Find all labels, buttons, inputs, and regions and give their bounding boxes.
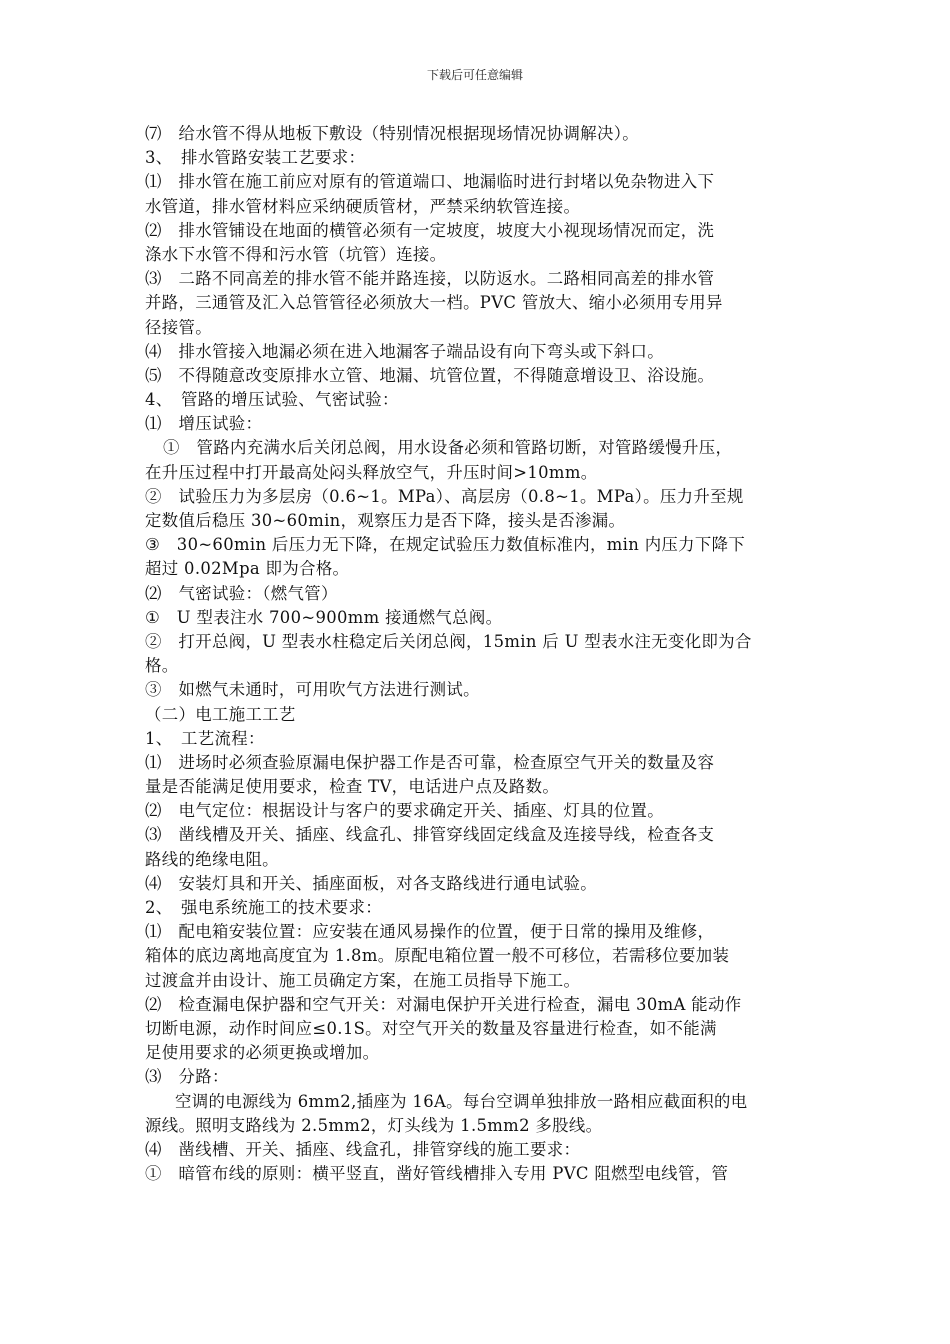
text-line: ⑶ 分路：	[145, 1067, 229, 1087]
text-line: ⑷ 凿线槽、开关、插座、线盒孔，排管穿线的施工要求：	[145, 1139, 581, 1159]
section-heading: 3、 排水管路安装工艺要求：	[145, 148, 366, 168]
text-line: 箱体的底边离地高度宜为 1.8m。原配电箱位置一般不可移位，若需移位要加装	[145, 946, 730, 966]
section-heading: 4、 管路的增压试验、气密试验：	[145, 390, 399, 410]
text-line: ③ 如燃气未通时，可用吹气方法进行测试。	[145, 680, 480, 700]
text-line: 并路，三通管及汇入总管管径必须放大一档。PVC 管放大、缩小必须用专用异	[145, 293, 723, 313]
page-header: 下载后可任意编辑	[426, 68, 523, 82]
section-heading: 2、 强电系统施工的技术要求：	[145, 898, 382, 917]
text-line: 切断电源，动作时间应≤0.1S。对空气开关的数量及容量进行检查，如不能满	[145, 1018, 717, 1038]
text-line: ③ 30~60min 后压力无下降，在规定试验压力数值标准内，min 内压力下降下	[145, 535, 746, 555]
text-line: ⑵ 排水管铺设在地面的横管必须有一定坡度，坡度大小视现场情况而定，洗	[145, 220, 715, 240]
text-line: ⑴ 进场时必须查验原漏电保护器工作是否可靠，检查原空气开关的数量及容	[145, 752, 715, 772]
text-line: 量是否能满足使用要求，检查 TV，电话进户点及路数。	[145, 777, 560, 797]
text-line: ① 管路内充满水后关闭总阀，用水设备必须和管路切断，对管路缓慢升压，	[163, 438, 733, 458]
text-line: 定数值后稳压 30~60min，观察压力是否下降，接头是否渗漏。	[145, 511, 626, 530]
text-line: ⑵ 气密试验：（燃气管）	[145, 583, 338, 603]
text-line: ⑴ 增压试验：	[145, 414, 263, 434]
text-line: 源线。照明支路线为 2.5mm2，灯头线为 1.5mm2 多股线。	[145, 1115, 603, 1135]
text-line: ⑶ 凿线槽及开关、插座、线盒孔、排管穿线固定线盒及连接导线，检查各支	[145, 825, 715, 845]
text-line: ② 打开总阀，U 型表水柱稳定后关闭总阀，15min 后 U 型表水注无变化即为合	[145, 631, 752, 651]
text-line: 路线的绝缘电阻。	[145, 849, 279, 869]
text-line: ⑺ 给水管不得从地板下敷设（特别情况根据现场情况协调解决）。	[145, 124, 640, 143]
text-line: ⑴ 排水管在施工前应对原有的管道端口、地漏临时进行封堵以免杂物进入下	[145, 172, 715, 192]
text-line: ② 试验压力为多层房（0.6~1。MPa）、高层房（0.8~1。MPa）。压力升至规	[145, 486, 744, 506]
text-line: 水管道，排水管材料应采纳硬质管材，严禁采纳软管连接。	[145, 196, 581, 216]
text-line: 格。	[145, 656, 179, 676]
section-heading: 1、 工艺流程：	[145, 728, 265, 748]
text-line: ⑷ 安装灯具和开关、插座面板，对各支路线进行通电试验。	[145, 873, 597, 893]
text-line: ⑶ 二路不同高差的排水管不能并路连接，以防返水。二路相同高差的排水管	[145, 269, 715, 289]
text-line: ① 暗管布线的原则：横平竖直，凿好管线槽排入专用 PVC 阻燃型电线管，管	[145, 1164, 729, 1184]
section-heading: （二）电工施工工艺	[145, 704, 296, 724]
text-line: 涤水下水管不得和污水管（坑管）连接。	[145, 244, 447, 264]
document-body	[145, 122, 817, 1186]
text-line: 空调的电源线为 6mm2,插座为 16A。每台空调单独排放一路相应截面积的电	[175, 1091, 748, 1111]
text-line: 径接管。	[145, 317, 212, 337]
text-line: 超过 0.02Mpa 即为合格。	[145, 559, 350, 579]
text-line: ⑸ 不得随意改变原排水立管、地漏、坑管位置，不得随意增设卫、浴设施。	[145, 365, 715, 385]
text-line: ⑴ 配电箱安装位置：应安装在通风易操作的位置，便于日常的操用及维修，	[145, 922, 715, 942]
text-line: 在升压过程中打开最高处闷头释放空气，升压时间>10mm。	[145, 462, 598, 482]
text-line: 足使用要求的必须更换或增加。	[145, 1043, 380, 1063]
text-line: 过渡盒并由设计、施工员确定方案，在施工员指导下施工。	[145, 970, 581, 990]
text-line: ⑵ 检查漏电保护器和空气开关：对漏电保护开关进行检查，漏电 30mA 能动作	[145, 994, 742, 1014]
text-line: ⑵ 电气定位：根据设计与客户的要求确定开关、插座、灯具的位置。	[145, 801, 664, 821]
text-line: ① U 型表注水 700~900mm 接通燃气总阀。	[145, 607, 503, 627]
text-line: ⑷ 排水管接入地漏必须在进入地漏客子端品设有向下弯头或下斜口。	[145, 341, 664, 361]
